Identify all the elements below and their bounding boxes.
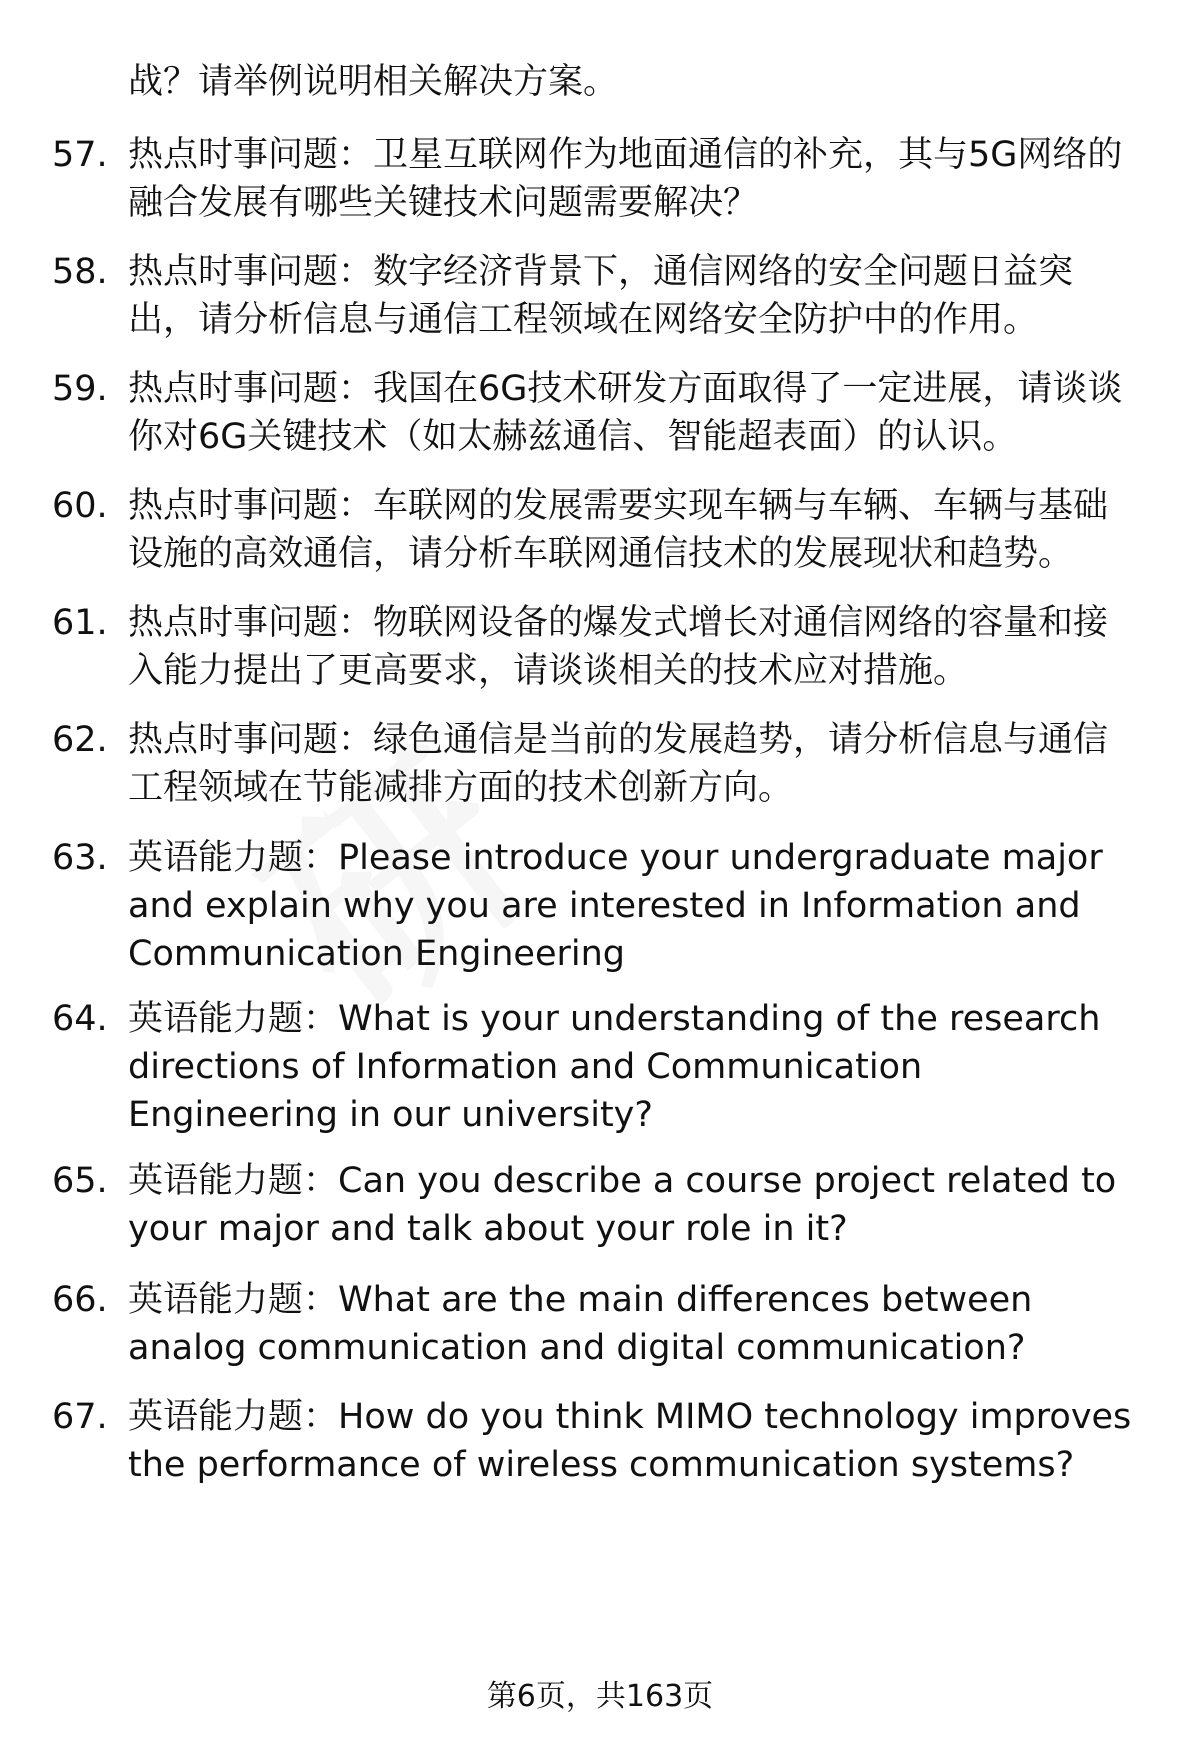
question-text: 热点时事问题：卫星互联网作为地面通信的补充，其与5G网络的融合发展有哪些关键技术问题需要解决？ — [128, 135, 1123, 223]
question-number: 62. — [52, 720, 108, 760]
question-number: 64. — [52, 999, 108, 1039]
question-number: 67. — [52, 1397, 108, 1437]
question-number: 59. — [52, 369, 108, 409]
question-text: 热点时事问题：物联网设备的爆发式增长对通信网络的容量和接入能力提出了更高要求，请谈谈相关的技术应对措施。 — [128, 603, 1109, 691]
question-number: 66. — [52, 1280, 108, 1320]
question-number: 65. — [52, 1161, 108, 1201]
question-text: 英语能力题：What are the main differences between analog communication and digital communication? — [128, 1280, 1033, 1368]
question-text: 热点时事问题：我国在6G技术研发方面取得了一定进展，请谈谈你对6G关键技术（如太赫兹通信、智能超表面）的认识。 — [128, 369, 1123, 457]
question-text: 英语能力题：Can you describe a course project related to your major and talk about your role in it? — [128, 1161, 1117, 1249]
continuation-text: 战？请举例说明相关解决方案。 — [128, 62, 619, 102]
question-text: 热点时事问题：车联网的发展需要实现车辆与车辆、车辆与基础设施的高效通信，请分析车联网通信技术的发展现状和趋势。 — [128, 486, 1109, 574]
question-text: 热点时事问题：数字经济背景下，通信网络的安全问题日益突出，请分析信息与通信工程领域在网络安全防护中的作用。 — [128, 252, 1074, 340]
page-footer: 第6页，共163页 — [486, 1679, 714, 1714]
question-text: 英语能力题：How do you think MIMO technology improves the performance of wireless communication systems? — [128, 1397, 1132, 1485]
question-text: 英语能力题：What is your understanding of the research directions of Information and Communication Engineering in our university? — [128, 999, 1101, 1135]
question-number: 61. — [52, 603, 108, 643]
question-text: 热点时事问题：绿色通信是当前的发展趋势，请分析信息与通信工程领域在节能减排方面的技术创新方向。 — [128, 720, 1109, 808]
question-number: 63. — [52, 838, 108, 878]
question-text: 英语能力题：Please introduce your undergraduate major and explain why you are interested in Information and Communication Engineering — [128, 838, 1103, 974]
question-number: 60. — [52, 486, 108, 526]
question-number: 58. — [52, 252, 108, 292]
question-number: 57. — [52, 135, 108, 175]
